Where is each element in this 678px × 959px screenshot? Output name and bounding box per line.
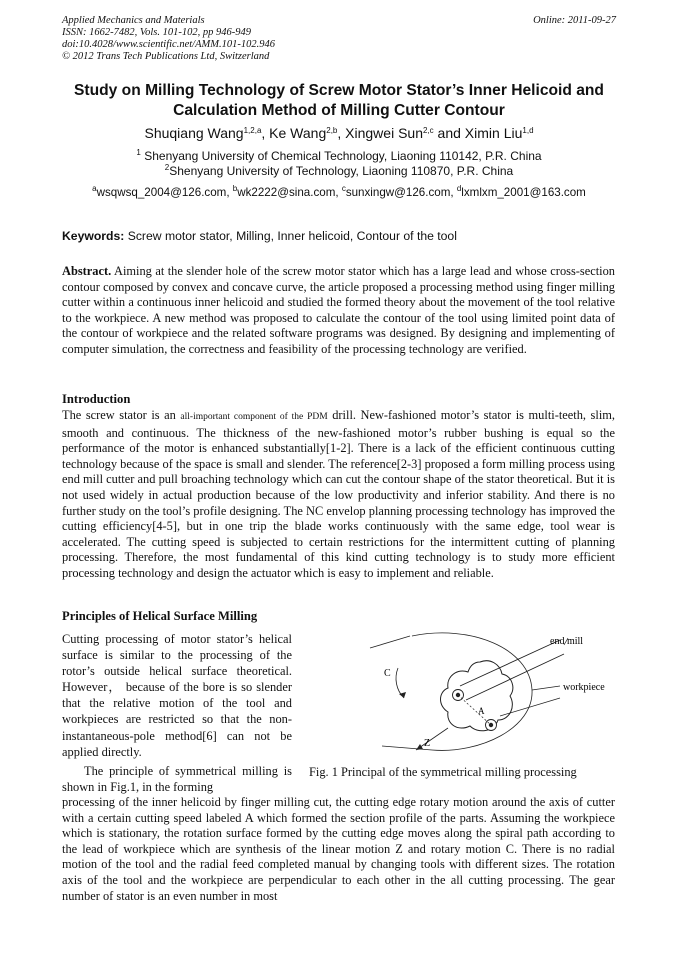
paper-title [40, 81, 638, 121]
email-list: $^a$wsqwsq_2004@126.com, $^b$wk2222@sina.com, $^c$sunxingw@126.com, $^d$lxmlxm_2001@163.com [92, 184, 586, 199]
author-name: Shuqiang Wang [144, 125, 244, 141]
affiliation-number: 1 [136, 148, 141, 157]
author-name: Ke Wang [269, 125, 327, 141]
keywords [62, 229, 622, 244]
intro-text-start: The screw stator is an [62, 408, 176, 422]
column-paragraph-2: The principle of symmetrical milling is shown in Fig.1, in the forming [62, 764, 292, 795]
author-superscript: 1,d [522, 126, 534, 135]
email-superscript: a [92, 184, 97, 193]
workpiece-leader [500, 698, 560, 716]
author-superscript: 2,c [422, 126, 434, 135]
author-superscript: 1,2,a [243, 126, 262, 135]
journal-name: Applied Mechanics and Materials [62, 15, 205, 26]
workpiece-outline [412, 633, 532, 750]
keywords-label: Keywords: [62, 229, 125, 243]
author-separator: , [337, 125, 346, 141]
principles-heading: Principles of Helical Surface Milling [62, 609, 258, 623]
journal-header [62, 15, 616, 63]
figure-milling-diagram [360, 628, 620, 763]
figure-caption: Fig. 1 Principal of the symmetrical milling processing [309, 765, 577, 779]
feed-label: Z [424, 738, 431, 749]
doi-line: doi:10.4028/www.scientific.net/AMM.101-102.946 [62, 39, 275, 50]
author-list [40, 124, 638, 142]
online-date: Online: 2011-09-27 [533, 15, 616, 26]
affiliation-number: 2 [164, 163, 170, 172]
title-line-1: Study on Milling Technology of Screw Motor Stator’s Inner Helicoid and [74, 82, 604, 99]
cutting-speed-label: A [478, 706, 485, 716]
introduction-paragraph [62, 408, 615, 582]
abstract-text: Aiming at the slender hole of the screw motor stator which has a large lead and whose cross-section contour composed by convex and concave curve, the article proposed a processing method using finger milling cutter within a continuous inner helicoid and studied the formed theory about the movement of the tool relative to the workpiece. A new method was proposed to calculate the contour of the tool using limited point data of the contour of workpiece and the related software programs was designed. By designing and implementing of computer simulation, the correctness and feasibility of the processing technology are verified. [62, 264, 615, 356]
email-superscript: b [232, 184, 238, 193]
affiliation-text: Shenyang University of Technology, Liaoning 110870, P.R. China [169, 164, 514, 178]
intro-text-rest: drill. New-fashioned motor’s stator is multi-teeth, slim, smooth and continuous. The thickness of the new-fashioned motor’s rubber bushing is equal so the performance of the motor is enhanced substantially[1-2]. There is a lack of the efficient continuous cutting technology because of the space is small and slender. The reference[2-3] proposed a form milling process using end mill cutter and pull broaching technology which can cut the contour shape of the stator theoretical. But it is not used widely in actual production because of the low productivity and inferior stability. And there is no further study on the tool’s profile designing. The NC envelop planning processing technology has improved the cutting efficiency[4-5], but in one trip the blade works continuously with the same edge, tool wear is accelerated. The cutting speed is subjected to certain restrictions for the intermittent cutting of planning processing. Therefore, the most fundamental of this kind cutting technology is to study more efficient processing technology and design the actuator which is easy to implement and reliable. [62, 408, 616, 580]
keywords-text: Screw motor stator, Milling, Inner helicoid, Contour of the tool [127, 229, 457, 243]
rotation-label: C [384, 668, 391, 679]
email-address[interactable]: wk2222@sina.com [237, 186, 336, 199]
email-address[interactable]: wsqwsq_2004@126.com [96, 186, 227, 199]
title-line-2: Calculation Method of Milling Cutter Contour [173, 102, 505, 119]
workpiece-edge-line [370, 636, 410, 648]
email-superscript: d [456, 184, 462, 193]
copyright-line: © 2012 Trans Tech Publications Ltd, Switzerland [62, 51, 270, 62]
email-address[interactable]: lxmlxm_2001@163.com [461, 186, 586, 199]
introduction-heading: Introduction [62, 392, 131, 406]
email-address[interactable]: sunxingw@126.com [345, 186, 451, 199]
author-name: Ximin Liu [464, 125, 523, 141]
feed-arrowhead [416, 744, 423, 750]
affiliation-text: Shenyang University of Chemical Technology, Liaoning 110142, P.R. China [144, 149, 542, 163]
issn-line: ISSN: 1662-7482, Vols. 101-102, pp 946-949 [62, 27, 251, 38]
workpiece-label: workpiece [563, 682, 605, 693]
author-separator: , [261, 125, 270, 141]
column-paragraph-1: Cutting processing of motor stator’s helical surface is similar to the processing of the rotor’s outside helical surface theoretical. However， because of the bore is so slender that the relative motion of the tool and workpieces are restricted so that the non-instantaneous-pole method[6] can not be applied directly. [62, 632, 292, 759]
cutter-axis [458, 695, 491, 725]
author-separator: and [433, 125, 465, 141]
workpiece-leader [532, 686, 560, 690]
principles-paragraph: processing of the inner helicoid by finger milling cut, the cutting edge rotary motion around the axis of cutter with a certain cutting speed labeled A which formed the section profile of the parts. Assuming the workpiece which is stationary, the rotation surface formed by the cutting edge moves along the spiral path according to the lead of workpiece which are synthesis of the linear motion Z and rotary motion C. There is no radial motion of the tool and the radial feed completed manual by changing tools with different sizes. The rotation axis of the tool and the workpiece are perpendicular to each other in the all cutting processing. The gear number of stator is an even number in most [62, 795, 615, 903]
email-superscript: c [341, 184, 346, 193]
intro-text-small: all-important component of the PDM [180, 412, 328, 422]
abstract-label: Abstract. [62, 264, 112, 278]
end-mill-label: end mill [550, 636, 584, 647]
affiliation-2 [40, 164, 638, 179]
author-name: Xingwei Sun [345, 125, 423, 141]
affiliation-1 [40, 149, 638, 164]
abstract-paragraph [62, 264, 615, 358]
author-superscript: 2,b [326, 126, 338, 135]
stator-contour [441, 661, 513, 731]
